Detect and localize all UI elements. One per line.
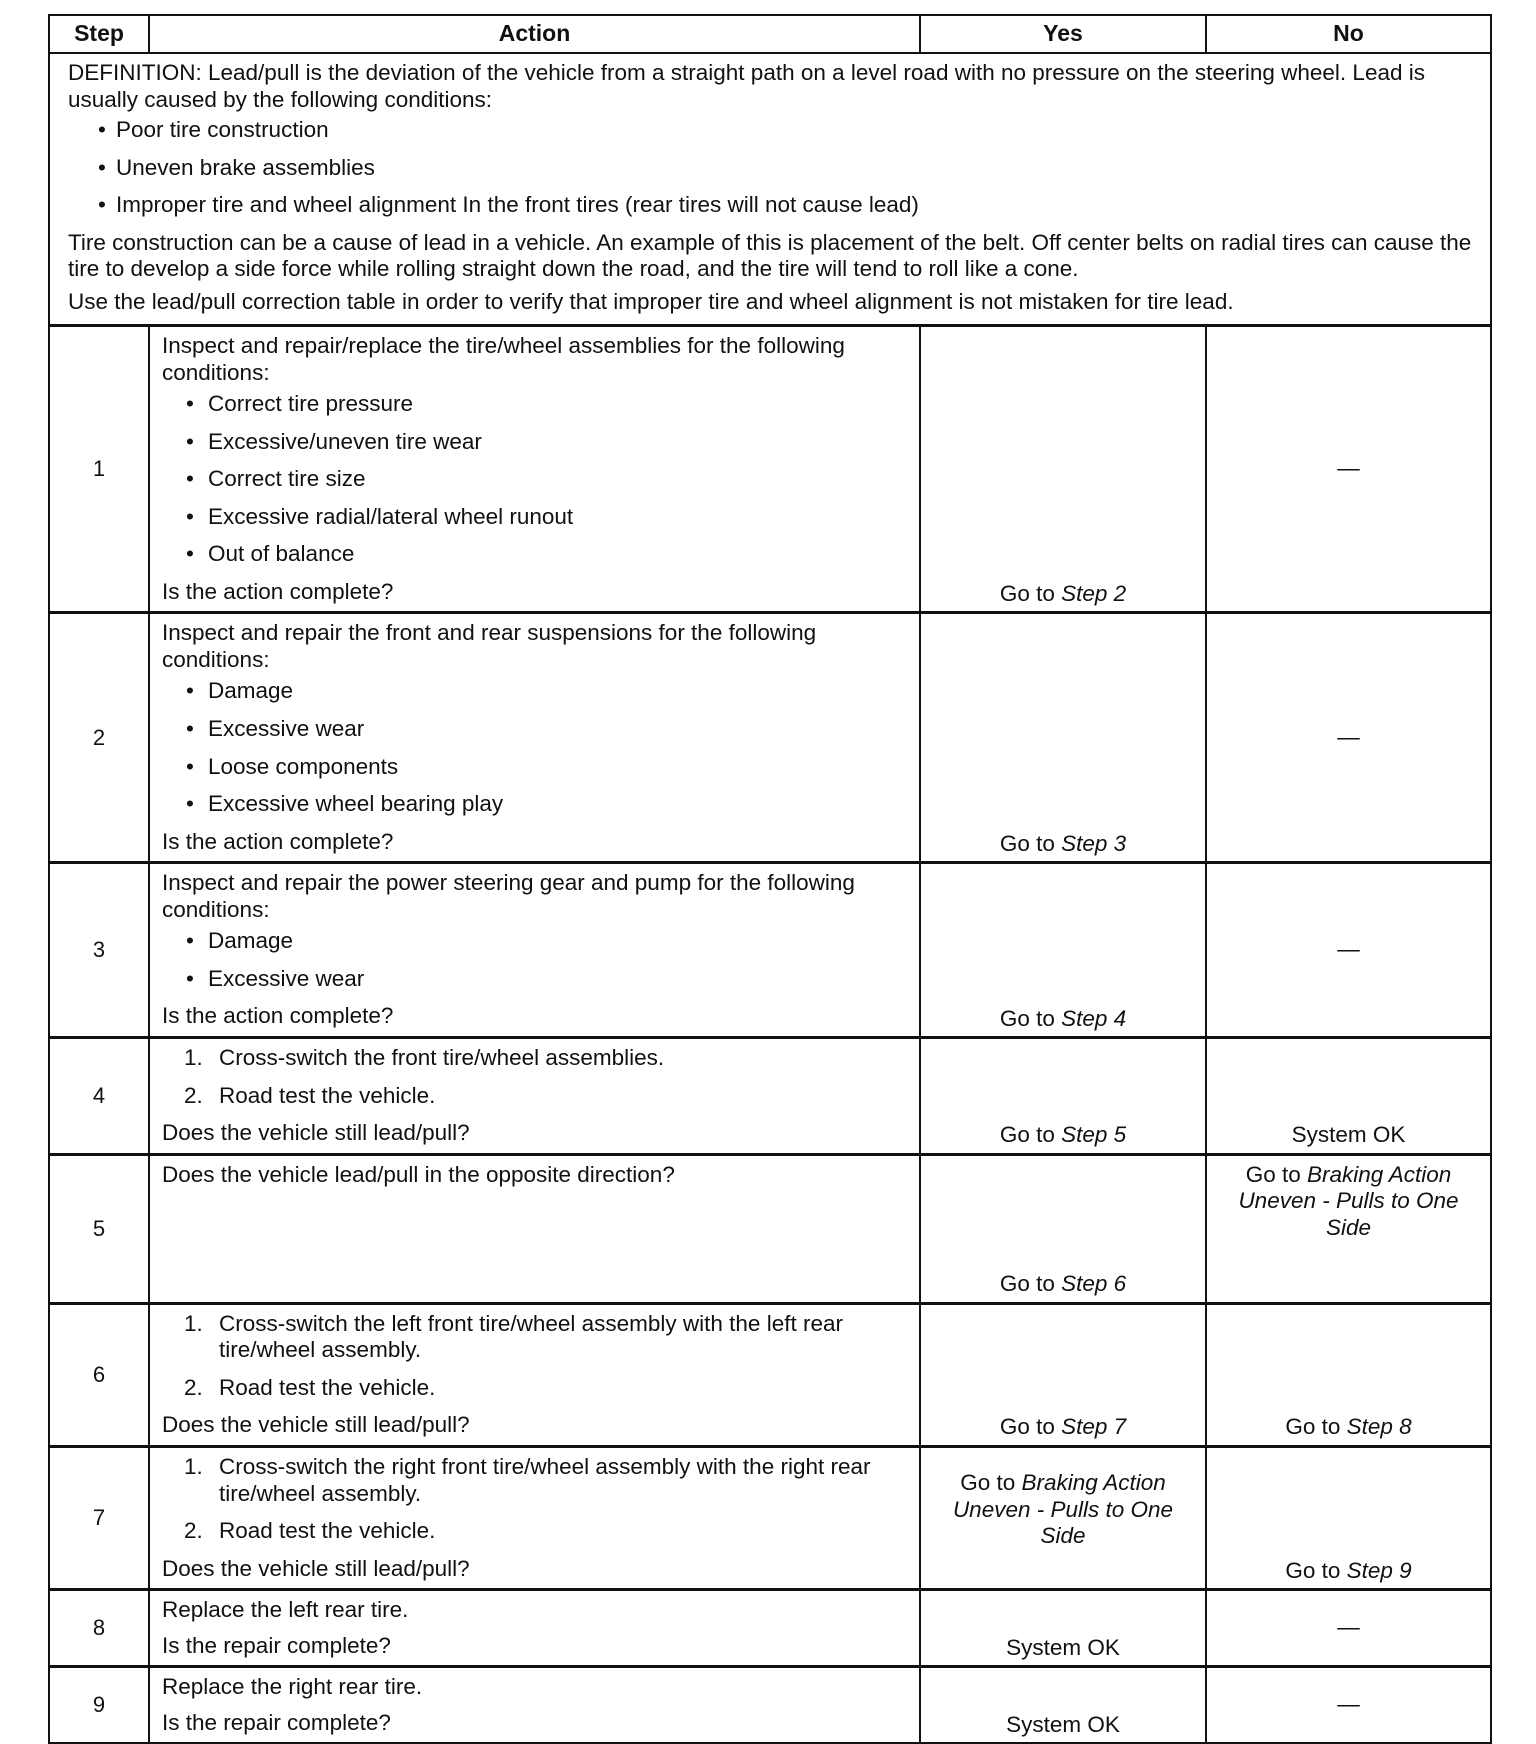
condition-item: • Excessive wheel bearing play <box>186 791 907 818</box>
action-question: Is the repair complete? <box>162 1632 391 1658</box>
yes-result <box>921 1414 1205 1441</box>
definition-para-1: Tire construction can be a cause of lead in a vehicle. An example of this is placement of the belt. Off center belts on radial tires can cause the tire to develop a side force while rolling straight down the road, and the tire will tend to roll like a cone. <box>68 229 1472 282</box>
yes-result: System OK <box>1006 1634 1120 1660</box>
condition-list <box>162 391 907 568</box>
no-result-dash: — <box>1337 455 1360 481</box>
goto-prefix: Go to <box>999 1005 1055 1031</box>
goto-prefix: Go to <box>960 1470 1016 1496</box>
yes-cell <box>920 1447 1206 1590</box>
no-cell <box>1206 1154 1491 1303</box>
step-number: 8 <box>49 1590 149 1667</box>
step-row-1 <box>49 326 1491 613</box>
step-row-7 <box>49 1447 1491 1590</box>
step-link[interactable]: Step 4 <box>1061 1005 1127 1031</box>
no-cell <box>1206 863 1491 1038</box>
step-number: 1 <box>49 326 149 613</box>
goto-prefix: Go to <box>999 1122 1055 1148</box>
goto-prefix: Go to <box>999 1271 1055 1297</box>
procedure-item: 1. Cross-switch the left front tire/wheel assembly with the left rear tire/wheel assembly. <box>184 1310 843 1363</box>
definition-bullets <box>68 117 1472 219</box>
header-row <box>49 15 1491 53</box>
step-row-5 <box>49 1154 1491 1303</box>
no-result <box>1207 1414 1490 1441</box>
action-cell <box>149 863 920 1038</box>
condition-item: • Excessive wear <box>186 716 907 743</box>
procedure-text: Cross-switch the right front tire/wheel assembly with the right rear tire/wheel assembly. <box>219 1454 871 1506</box>
condition-item: • Correct tire size <box>186 466 907 493</box>
condition-item: • Excessive radial/lateral wheel runout <box>186 504 907 531</box>
yes-cell <box>920 1590 1206 1667</box>
definition-row <box>49 53 1491 326</box>
definition-intro: DEFINITION: Lead/pull is the deviation of the vehicle from a straight path on a level road with no pressure on the steering wheel. Lead is usually caused by the following conditions: <box>68 60 1425 112</box>
action-question: Is the repair complete? <box>162 1709 391 1735</box>
procedure-item: 2. Road test the vehicle. <box>184 1518 436 1544</box>
step-row-3 <box>49 863 1491 1038</box>
condition-item: • Excessive wear <box>186 966 907 993</box>
goto-prefix: Go to <box>999 1414 1055 1440</box>
procedure-item: 1. Cross-switch the right front tire/wheel assembly with the right rear tire/wheel assembly. <box>184 1454 871 1506</box>
condition-item: • Out of balance <box>186 541 907 568</box>
yes-result <box>921 1006 1205 1033</box>
goto-prefix: Go to <box>999 580 1055 606</box>
procedure-text: Road test the vehicle. <box>219 1518 436 1544</box>
condition-item: • Damage <box>186 678 907 705</box>
no-result <box>1207 1558 1490 1585</box>
action-cell <box>149 1303 920 1446</box>
procedure-list <box>162 1454 907 1545</box>
yes-cell <box>920 613 1206 863</box>
step-number: 6 <box>49 1303 149 1446</box>
yes-cell <box>920 1038 1206 1155</box>
condition-item: • Excessive/uneven tire wear <box>186 429 907 456</box>
action-intro: Inspect and repair the power steering gear and pump for the following conditions: <box>162 870 855 922</box>
no-result-dash: — <box>1337 1692 1360 1718</box>
yes-cell <box>920 1667 1206 1744</box>
action-intro: Inspect and repair the front and rear suspensions for the following conditions: <box>162 620 817 672</box>
procedure-list <box>162 1045 907 1109</box>
action-question: Is the action complete? <box>162 828 394 854</box>
step-row-4 <box>49 1038 1491 1155</box>
step-link[interactable]: Step 7 <box>1061 1414 1127 1440</box>
procedure-text: Cross-switch the left front tire/wheel assembly with the left rear tire/wheel assembly. <box>219 1310 843 1363</box>
no-cell <box>1206 326 1491 613</box>
action-cell <box>149 1667 920 1744</box>
procedure-item: 1. Cross-switch the front tire/wheel assemblies. <box>184 1045 665 1071</box>
no-cell <box>1206 1667 1491 1744</box>
definition-bullet: • Uneven brake assemblies <box>98 155 1472 182</box>
yes-result <box>921 1271 1205 1298</box>
action-cell <box>149 1038 920 1155</box>
no-cell <box>1206 1590 1491 1667</box>
action-cell <box>149 1447 920 1590</box>
header-action: Action <box>149 15 920 53</box>
step-number: 7 <box>49 1447 149 1590</box>
procedure-text: Cross-switch the front tire/wheel assemblies. <box>219 1045 665 1071</box>
step-number: 4 <box>49 1038 149 1155</box>
action-question: Does the vehicle still lead/pull? <box>162 1555 470 1581</box>
step-link[interactable]: Step 9 <box>1346 1557 1412 1583</box>
procedure-text: Road test the vehicle. <box>219 1082 436 1108</box>
step-link[interactable]: Step 5 <box>1061 1122 1127 1148</box>
no-result <box>1217 1162 1480 1242</box>
definition-bullet: • Improper tire and wheel alignment In the front tires (rear tires will not cause lead) <box>98 192 1472 219</box>
yes-result <box>921 581 1205 608</box>
yes-result <box>921 1122 1205 1149</box>
yes-cell <box>920 863 1206 1038</box>
header-no: No <box>1206 15 1491 53</box>
action-cell <box>149 613 920 863</box>
step-number: 3 <box>49 863 149 1038</box>
goto-prefix: Go to <box>999 830 1055 856</box>
definition-cell <box>49 53 1491 326</box>
no-cell <box>1206 1303 1491 1446</box>
condition-list <box>162 928 907 992</box>
action-question: Is the action complete? <box>162 1003 394 1029</box>
step-row-8 <box>49 1590 1491 1667</box>
definition-para-2: Use the lead/pull correction table in order to verify that improper tire and wheel alignment is not mistaken for tire lead. <box>68 288 1234 314</box>
step-link[interactable]: Step 8 <box>1346 1414 1412 1440</box>
step-row-2 <box>49 613 1491 863</box>
step-number: 2 <box>49 613 149 863</box>
no-result-dash: — <box>1337 936 1360 962</box>
condition-item: • Correct tire pressure <box>186 391 907 418</box>
no-cell <box>1206 1447 1491 1590</box>
procedure-link[interactable]: Braking Action Uneven - Pulls to One Side <box>952 1470 1174 1549</box>
action-cell <box>149 326 920 613</box>
definition-bullet: • Poor tire construction <box>98 117 1472 144</box>
no-result: System OK <box>1291 1122 1406 1148</box>
procedure-link[interactable]: Braking Action Uneven - Pulls to One Side <box>1238 1161 1459 1240</box>
yes-result <box>931 1454 1195 1550</box>
action-intro: Inspect and repair/replace the tire/wheel assemblies for the following conditions: <box>162 333 845 385</box>
step-row-9 <box>49 1667 1491 1744</box>
action-intro: Replace the left rear tire. <box>162 1597 409 1623</box>
no-result-dash: — <box>1337 724 1360 750</box>
no-cell <box>1206 613 1491 863</box>
action-question: Does the vehicle still lead/pull? <box>162 1120 470 1146</box>
yes-cell <box>920 1154 1206 1303</box>
no-cell <box>1206 1038 1491 1155</box>
action-cell <box>149 1590 920 1667</box>
goto-prefix: Go to <box>1285 1414 1341 1440</box>
procedure-item: 2. Road test the vehicle. <box>184 1374 436 1400</box>
condition-list <box>162 678 907 817</box>
yes-result: System OK <box>1006 1711 1120 1737</box>
step-link[interactable]: Step 3 <box>1061 830 1127 856</box>
step-link[interactable]: Step 6 <box>1061 1271 1127 1297</box>
step-number: 5 <box>49 1154 149 1303</box>
action-question: Does the vehicle lead/pull in the opposite direction? <box>162 1161 675 1187</box>
condition-item: • Loose components <box>186 754 907 781</box>
procedure-item: 2. Road test the vehicle. <box>184 1082 436 1108</box>
header-step: Step <box>49 15 149 53</box>
step-link[interactable]: Step 2 <box>1061 580 1127 606</box>
goto-prefix: Go to <box>1285 1557 1341 1583</box>
yes-result <box>921 831 1205 858</box>
condition-item: • Damage <box>186 928 907 955</box>
yes-cell <box>920 326 1206 613</box>
step-row-6 <box>49 1303 1491 1446</box>
header-yes: Yes <box>920 15 1206 53</box>
action-question: Does the vehicle still lead/pull? <box>162 1412 470 1438</box>
action-intro: Replace the right rear tire. <box>162 1674 423 1700</box>
action-cell <box>149 1154 920 1303</box>
diagnostic-table <box>48 14 1492 1744</box>
yes-cell <box>920 1303 1206 1446</box>
goto-prefix: Go to <box>1245 1161 1301 1187</box>
action-question: Is the action complete? <box>162 578 394 604</box>
procedure-list <box>162 1311 907 1402</box>
procedure-text: Road test the vehicle. <box>219 1374 436 1400</box>
no-result-dash: — <box>1337 1614 1360 1640</box>
step-number: 9 <box>49 1667 149 1744</box>
